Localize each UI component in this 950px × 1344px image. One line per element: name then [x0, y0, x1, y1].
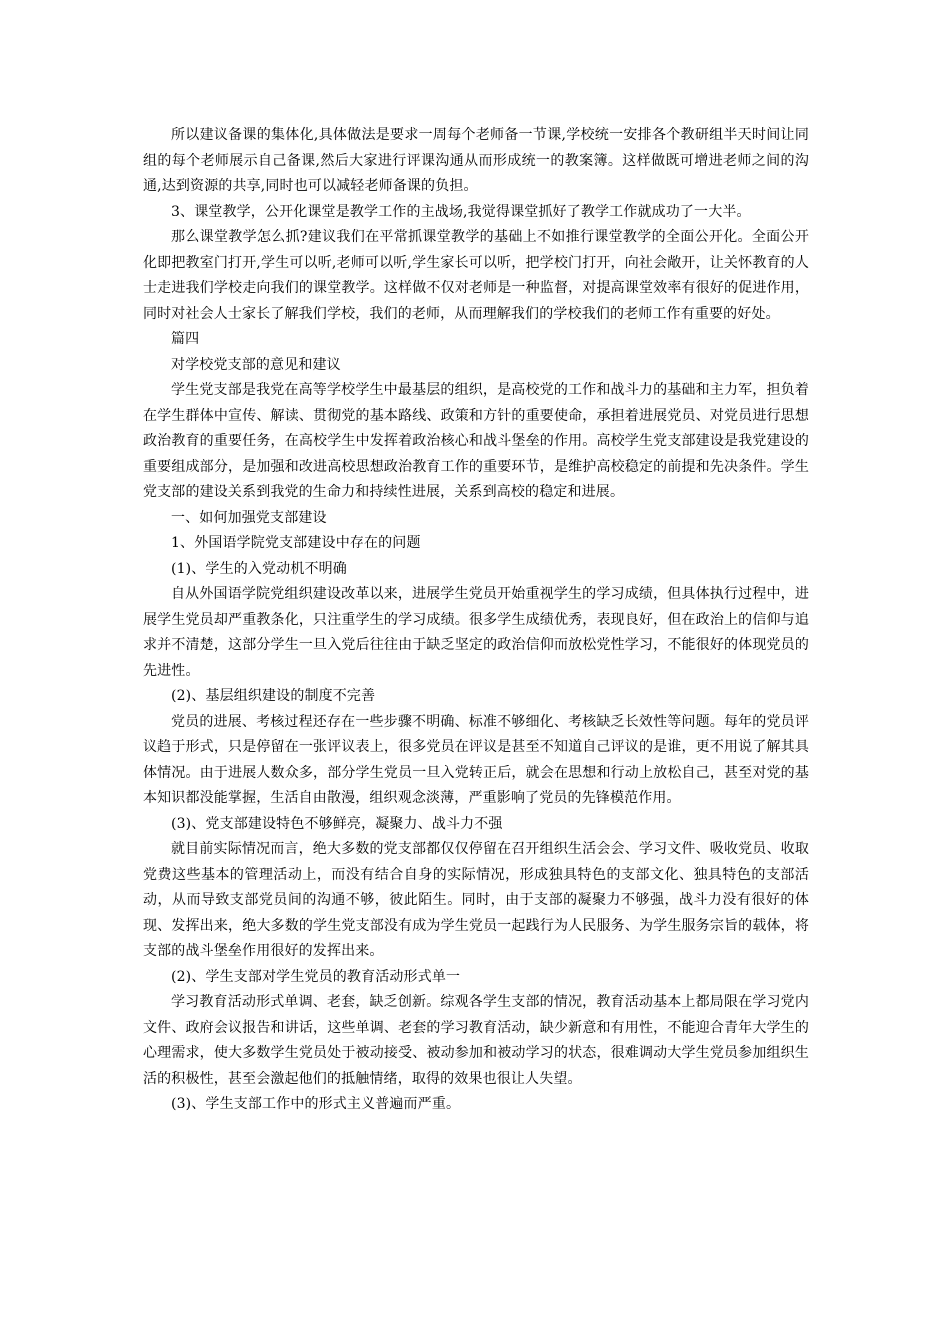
subheading-existing-problems: 1、外国语学院党支部建设中存在的问题 [171, 535, 421, 551]
subheading-cohesion: (3)、党支部建设特色不够鲜亮，凝聚力、战斗力不强 [171, 815, 503, 832]
subheading-education-forms: (2)、学生支部对学生党员的教育活动形式单一 [171, 968, 461, 985]
paragraph-party-branch-intro: 学生党支部是我党在高等学校学生中最基层的组织，是高校党的工作和战斗力的基础和主力军，担负着在学生群体中宣传、解读、贯彻党的基本路线、政策和方针的重要使命，承担着进展党员、对党员进行思想政治教育的重要任务，在高校学生中发挥着政治核心和战斗堡垒的作用。高校学生党支部建设是我党建设的重要组成部分，是加强和改进高校思想政治教育工作的重要环节，是维护高校稳定的前提和先决条件。学生党支部的建设关系到我党的生命力和持续性进展，关系到高校的稳定和进展。 [143, 382, 809, 500]
paragraph-motivation: 自从外国语学院党组织建设改革以来，进展学生党员开始重视学生的学习成绩，但具体执行过程中，进展学生党员却严重教条化，只注重学生的学习成绩。很多学生成绩优秀，表现良好，但在政治上的信仰与追求并不清楚，这部分学生一旦入党后往往由于缺乏坚定的政治信仰而放松党性学习，不能很好的体现党员的先进性。 [143, 586, 809, 679]
paragraph-collective-lesson-prep: 所以建议备课的集体化,具体做法是要求一周每个老师备一节课,学校统一安排各个教研组半天时间让同组的每个老师展示自己备课,然后大家进行评课沟通从而形成统一的教案簿。这样做既可增进老师之间的沟通,达到资源的共享,同时也可以减轻老师备课的负担。 [143, 127, 809, 194]
paragraph-classroom-teaching: 3、课堂教学，公开化课堂是教学工作的主战场,我觉得课堂抓好了教学工作就成功了一大半。 [171, 203, 751, 220]
paragraph-education-forms: 学习教育活动形式单调、老套，缺乏创新。综观各学生支部的情况，教育活动基本上都局限在学习党内文件、政府会议报告和讲话，这些单调、老套的学习教育活动，缺少新意和有用性，不能迎合青年大学生的心理需求，使大多数学生党员处于被动接受、被动参加和被动学习的状态，很难调动大学生党员参加组织生活的积极性，甚至会激起他们的抵触情绪，取得的效果也很让人失望。 [143, 994, 809, 1087]
paragraph-cohesion: 就目前实际情况而言，绝大多数的党支部都仅仅停留在召开组织生活会会、学习文件、吸收党员、收取党费这些基本的管理活动上，而没有结合自身的实际情况，形成独具特色的支部文化、独具特色的支部活动，从而导致支部党员间的沟通不够，彼此陌生。同时，由于支部的凝聚力不够强，战斗力没有很好的体现、发挥出来，绝大多数的学生党支部没有成为学生党员一起践行为人民服务、为学生服务宗旨的载体，将支部的战斗堡垒作用很好的发挥出来。 [143, 841, 809, 959]
paragraph-system: 党员的进展、考核过程还存在一些步骤不明确、标准不够细化、考核缺乏长效性等问题。每年的党员评议趋于形式，只是停留在一张评议表上，很多党员在评议是甚至不知道自己评议的是谁，更不用说了解其具体情况。由于进展人数众多，部分学生党员一旦入党转正后，就会在思想和行动上放松自己，甚至对党的基本知识都没能掌握，生活自由散漫，组织观念淡薄，严重影响了党员的先锋模范作用。 [143, 713, 809, 806]
subheading-strengthen-branch: 一、如何加强党支部建设 [171, 509, 327, 526]
paragraph-open-classroom: 那么课堂教学怎么抓?建议我们在平常抓课堂教学的基础上不如推行课堂教学的全面公开化。全面公开化即把教室门打开,学生可以听,老师可以听,学生家长可以听，把学校门打开，向社会敞开，让关怀教育的人士走进我们学校走向我们的课堂教学。这样做不仅对老师是一种监督，对提高课堂效率有很好的促进作用，同时对社会人士家长了解我们学校，我们的老师，从而理解我们的学校我们的老师工作有重要的好处。 [143, 229, 809, 322]
section-title: 对学校党支部的意见和建议 [171, 356, 341, 373]
subheading-motivation: (1)、学生的入党动机不明确 [171, 560, 347, 577]
subheading-formalism: (3)、学生支部工作中的形式主义普遍而严重。 [171, 1096, 461, 1112]
document-page [143, 123, 809, 1118]
subheading-system: (2)、基层组织建设的制度不完善 [171, 688, 376, 704]
section-heading-part-four: 篇四 [171, 331, 200, 347]
